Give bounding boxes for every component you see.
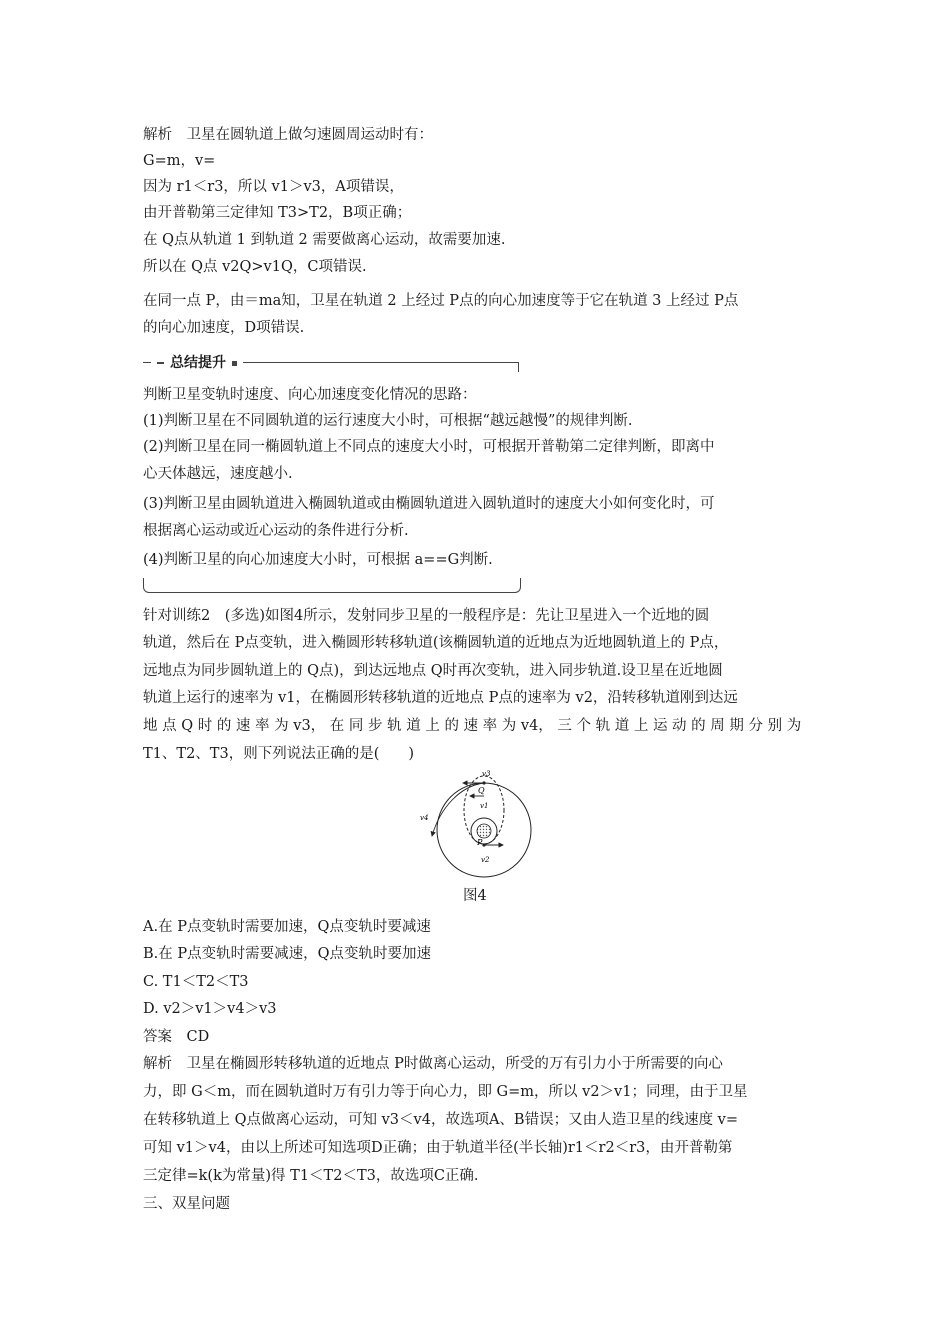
label-v4: v4	[420, 814, 429, 822]
label-v3: v3	[482, 770, 491, 778]
analysis-line-5: 在 Q点从轨道 1 到轨道 2 需要做离心运动，故需要加速.	[143, 232, 506, 248]
label-v2: v2	[481, 856, 490, 864]
analysis-line-2: G=m，v=	[143, 153, 216, 169]
analysis-line-7: 在同一点 P，由＝ma知，卫星在轨道 2 上经过 P点的向心加速度等于它在轨道 3 上经过 P点	[143, 293, 739, 309]
analysis2-line-5: 三定律=k(k为常量)得 T1＜T2＜T3，故选项C正确.	[143, 1168, 479, 1184]
answer: 答案 CD	[143, 1029, 210, 1045]
label-p: P	[477, 838, 483, 847]
question-line-6: T1、T2、T3，则下列说法正确的是( )	[143, 746, 415, 762]
summary-box-footer	[143, 578, 521, 593]
analysis2-line-3: 在转移轨道上 Q点做离心运动，可知 v3＜v4，故选项A、B错误；又由人造卫星的线速度 v=	[143, 1112, 739, 1128]
option-a: A.在 P点变轨时需要加速，Q点变轨时要减速	[143, 919, 431, 935]
analysis2-line-1: 解析 卫星在椭圆形转移轨道的近地点 P时做离心运动，所受的万有引力小于所需要的向心	[143, 1056, 723, 1072]
summary-line-3: 心天体越远，速度越小.	[143, 466, 293, 482]
question-line-2: 轨道，然后在 P点变轨，进入椭圆形转移轨道(该椭圆轨道的近地点为近地圆轨道上的 P点，	[143, 635, 729, 651]
option-c: C. T1＜T2＜T3	[143, 974, 249, 990]
section-heading: 三、双星问题	[143, 1196, 230, 1212]
analysis2-line-4: 可知 v1＞v4，由以上所述可知选项D正确；由于轨道半径(半长轴)r1＜r2＜r3，由开普勒第	[143, 1140, 733, 1156]
analysis-line-4: 由开普勒第三定律知 T3>T2，B项正确；	[143, 205, 412, 221]
summary-line-2: (2)判断卫星在同一椭圆轨道上不同点的速度大小时，可根据开普勒第二定律判断，即离中	[143, 439, 715, 455]
summary-line-0: 判断卫星变轨时速度、向心加速度变化情况的思路：	[143, 387, 477, 403]
earth	[477, 824, 491, 838]
question-line-3: 远地点为同步圆轨道上的 Q点)，到达远地点 Q时再次变轨，进入同步轨道.设卫星在近地圆	[143, 663, 723, 679]
option-b: B.在 P点变轨时需要减速，Q点变轨时要加速	[143, 946, 432, 962]
summary-title: 总结提升	[151, 352, 243, 374]
question-line-4: 轨道上运行的速率为 v1，在椭圆形转移轨道的近地点 P点的速率为 v2，沿转移轨道刚到达远	[143, 690, 738, 706]
label-q: Q	[478, 786, 485, 795]
label-v1: v1	[480, 802, 489, 810]
summary-box-header	[143, 352, 519, 374]
analysis-line-6: 所以在 Q点 v2Q>v1Q，C项错误.	[143, 259, 367, 275]
analysis-line-8: 的向心加速度，D项错误.	[143, 320, 305, 336]
summary-line-6: (4)判断卫星的向心加速度大小时，可根据 a==G判断.	[143, 552, 493, 568]
summary-line-1: (1)判断卫星在不同圆轨道的运行速度大小时，可根据“越远越慢”的规律判断.	[143, 413, 633, 429]
option-d: D. v2＞v1＞v4＞v3	[143, 1001, 277, 1017]
analysis2-line-2: 力，即 G＜m，而在圆轨道时万有引力等于向心力，即 G=m，所以 v2＞v1；同理，由于卫星	[143, 1084, 748, 1100]
question-line-1: 针对训练2 (多选)如图4所示，发射同步卫星的一般程序是：先让卫星进入一个近地的圆	[143, 608, 710, 624]
orbit-diagram	[410, 768, 540, 878]
analysis-line-3: 因为 r1＜r3，所以 v1＞v3，A项错误，	[143, 179, 404, 195]
summary-line-4: (3)判断卫星由圆轨道进入椭圆轨道或由椭圆轨道进入圆轨道时的速度大小如何变化时，可	[143, 496, 715, 512]
analysis-line-1: 解析 卫星在圆轨道上做匀速圆周运动时有：	[143, 127, 433, 143]
figure-caption: 图4	[463, 888, 487, 904]
question-line-5: 地 点 Q 时 的 速 率 为 v3， 在 同 步 轨 道 上 的 速 率 为 v4， 三 个 轨 道 上 运 动 的 周 期 分 别 为	[143, 718, 802, 734]
summary-line-5: 根据离心运动或近心运动的条件进行分析.	[143, 523, 409, 539]
